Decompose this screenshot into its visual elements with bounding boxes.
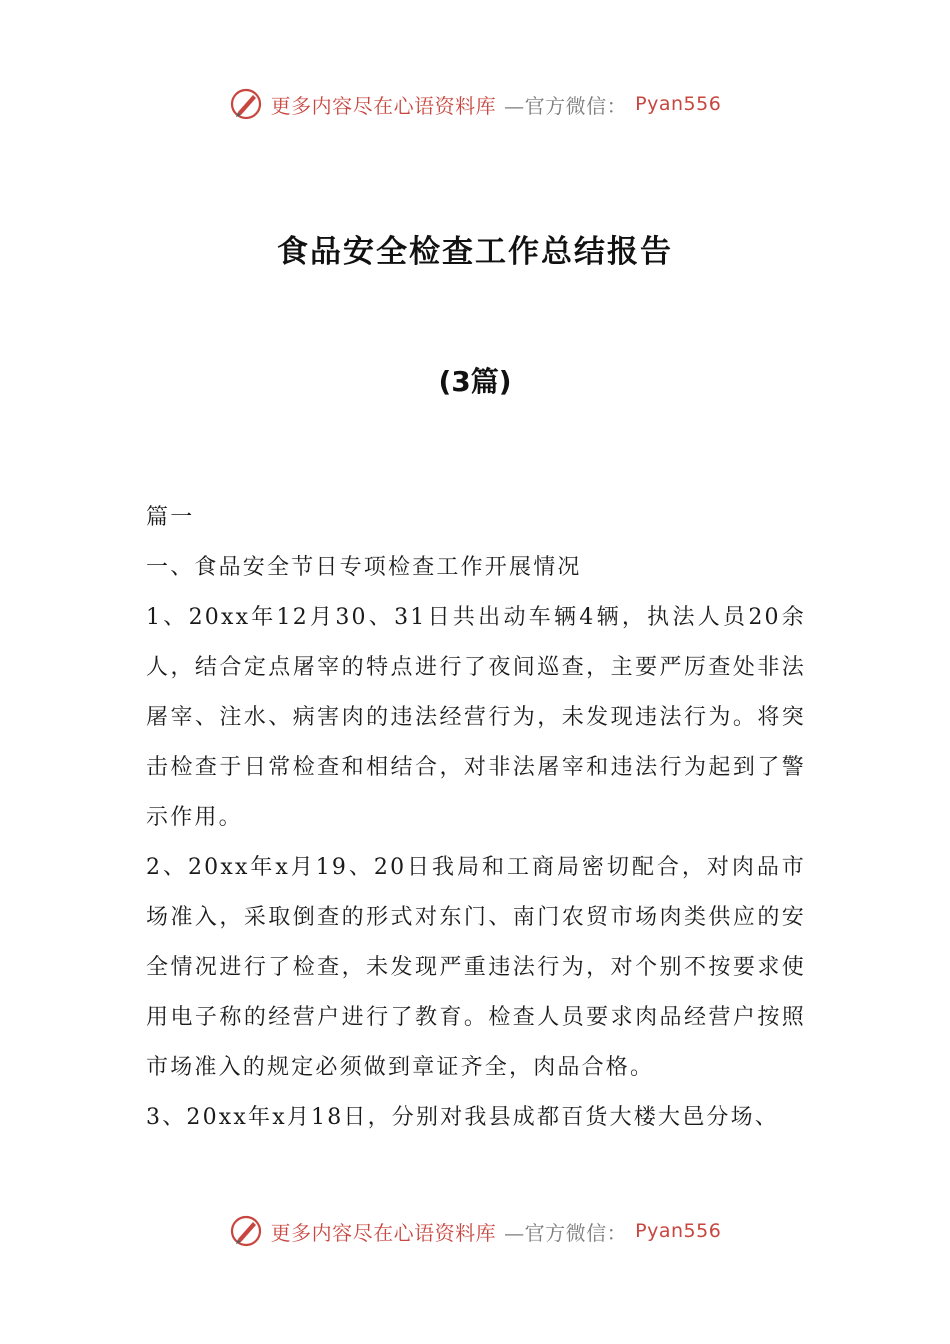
paragraph-2: 2、20xx年x月19、20日我局和工商局密切配合，对肉品市场准入，采取倒查的形式对东门、南门农贸市场肉类供应的安全情况进行了检查，未发现严重违法行为，对个别不按要求使用电子称的经营户进行了教育。检查人员要求肉品经营户按照市场准入的规定必须做到章证齐全，肉品合格。 — [146, 855, 806, 1080]
watermark-header — [0, 84, 950, 124]
paragraph-1: 1、20xx年12月30、31日共出动车辆4辆，执法人员20余人，结合定点屠宰的特点进行了夜间巡查，主要严厉查处非法屠宰、注水、病害肉的违法经营行为，未发现违法行为。将突击检查于日常检查和相结合，对非法屠宰和违法行为起到了警示作用。 — [146, 605, 806, 830]
watermark-wechat-id: Pyan556 — [635, 93, 722, 115]
watermark-main-text: 更多内容尽在心语资料库 — [270, 1220, 497, 1245]
paragraph-3: 3、20xx年x月18日，分别对我县成都百货大楼大邑分场、 — [146, 1105, 780, 1130]
pen-logo-icon — [229, 87, 263, 121]
document-subtitle: (3篇) — [438, 365, 512, 398]
pen-logo-icon — [229, 1214, 263, 1248]
watermark-separator-text: —官方微信： — [504, 1220, 628, 1245]
section-heading: 一、食品安全节日专项检查工作开展情况 — [146, 555, 582, 580]
document-title: 食品安全检查工作总结报告 — [277, 234, 673, 270]
watermark-separator-text: —官方微信： — [504, 93, 628, 118]
section-label: 篇一 — [146, 505, 195, 530]
watermark-footer — [0, 1211, 950, 1251]
watermark-wechat-id: Pyan556 — [635, 1220, 722, 1242]
watermark-main-text: 更多内容尽在心语资料库 — [270, 93, 497, 118]
document-body — [146, 493, 806, 1143]
